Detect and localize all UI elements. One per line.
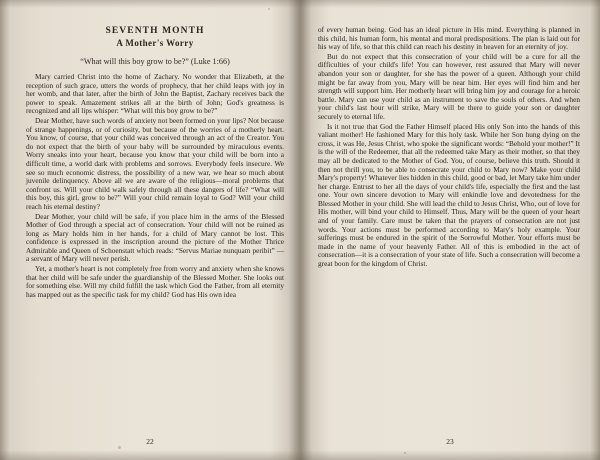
paragraph: But do not expect that this consecration of your child will be a cure for all the difficulties of your child's life! You can however, rest assured that Mary will never abandon your son or daughter, for she has the power of a queen. Although your child might be far away from you, Mary will be near him. Her eyes will find him and her strength will support him. Her motherly heart will bring him joy and courage for a heroic battle. Mary can use your child as an instrument to save the souls of others. And when your child's last hour will strike, Mary will be there to guide your son or daughter securely to eternal life. <box>318 51 580 121</box>
page-number: 23 <box>446 437 454 446</box>
epigraph: “What will this boy grow to be?” (Luke 1:66) <box>80 57 230 66</box>
paragraph: of every human being. God has an ideal picture in His mind. Everything is planned in this child, his human form, his mental and moral predispositions. The plan is laid out for his way of life, so that this child can reach his destiny in heaven for an eternity of joy. <box>318 25 580 52</box>
page-number: 22 <box>146 437 154 446</box>
right-page <box>300 0 600 460</box>
paragraph: Is it not true that God the Father Himself placed His only Son into the hands of this valiant mother! He fashioned Mary for this holy task. While her Son hung dying on the cross, it was He, Jesus Christ, who spoke the significant words: “Behold your mother!” It is the will of the Redeemer, that all the redeemed take Mary as their mother, so that they may all be dedicated to the Mother of God. You, of course, believe this truth. Should it then not thrill you, to be able to consecrate your child to Mary now? Make your child Mary's property! Whatever lies hidden in this child, good or bad, let Mary take him under her charge. Entrust to her all the days of your child's life, especially the first and the last one. Your own sincere devotion to Mary will enkindle love and devotedness for the Blessed Mother in your child. She will lead the child to Jesus Christ, Who, out of love for His mother, will bind your child to Himself. Thus, Mary will be the queen of your heart and of your family. Care must be taken that the prayers of consecration are not just words. Your actions must be performed according to Mary's holy example. Your sufferings must be endured in the spirit of the Sorrowful Mother. Your efforts must be made in the name of your heavenly Father. All of this is embodied in the act of consecration—it is a consecration of your state of life. Such a consecration will become a great boon for the kingdom of Christ. <box>318 121 580 269</box>
paragraph: Yet, a mother's heart is not completely free from worry and anxiety when she knows that her child will be safe under the guardianship of the Blessed Mother. She looks out for something else. Will my child fulfill the task which God the Father, from all eternity has mapped out as the specific task for my child? God has His own idea <box>26 264 284 299</box>
page-title: SEVENTH MONTH <box>105 26 205 36</box>
page-subtitle: A Mother's Worry <box>116 38 194 48</box>
paragraph: Dear Mother, have such words of anxiety not been formed on your lips? Not because of strange happenings, or of curiosity, but because of the worries of a motherly heart. You know, of course, that your child was conceived through an act of the Creator. You do not expect that the birth of your baby will be surrounded by miraculous events. Worry sneaks into your heart, because you know that your child will be born into a difficult time, a world dark with problems and sorrows. Everybody feels insecure. We see so much economic distress, the possibility of a new war, we hear so much about juvenile delinquency. Above all we are aware of the religious—moral problems that confront us. Will your child walk safely through all these dangers of life? “What will this boy, this girl, grow to be?” Will your child remain loyal to God? Will your child reach his eternal destiny? <box>26 115 284 211</box>
paragraph: Dear Mother, your child will be safe, if you place him in the arms of the Blessed Mother of God through a special act of consecration. Your child will not be ruined as long as Mary holds him in her hands, for a child of Mary cannot be lost. This confidence is expressed in the inscription around the picture of the Mother Thrice Admirable and Queen of Schoenstatt which reads: “Servus Mariae nunquam peribit” — a servant of Mary will never perish. <box>26 211 284 264</box>
paragraph: Mary carried Christ into the home of Zachary. No wonder that Elizabeth, at the reception of such grace, utters the words of prophecy, that her child leaps with joy in her womb, and that later, after the birth of John the Baptist, Zachary receives back the power to speak. Amazement strikes all at the birth of John; God's greatness is recognized and all lips whisper: “What will this boy grow to be?” <box>26 72 284 116</box>
